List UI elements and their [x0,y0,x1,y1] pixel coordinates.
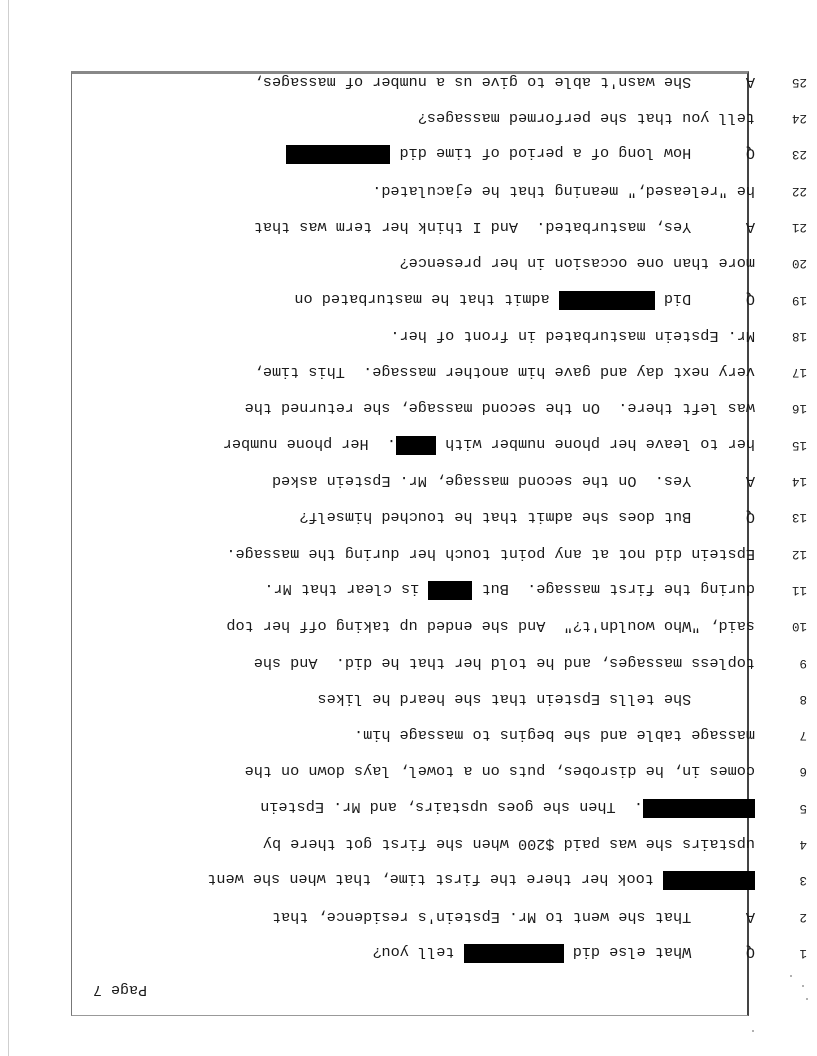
scan-speck [806,998,808,1000]
line-number: 21 [791,220,807,234]
redaction-bar [286,145,390,164]
transcript-line [226,616,807,636]
redaction-bar [396,436,436,455]
line-text: tell you? [372,943,464,961]
redaction-bar [559,291,655,310]
line-number: 3 [799,873,807,888]
line-text: he "released," meaning that he ejaculated. [372,181,755,200]
line-number: 18 [791,328,807,343]
transcript-line [299,507,807,527]
redaction-bar [464,944,564,963]
line-text: Q Did [654,289,755,308]
transcript-line [399,253,807,273]
line-text: Mr. Epstein masturbated in front of her. [390,326,755,345]
line-text: upstairs she was paid $200 when she first got there by [262,835,755,854]
line-number: 25 [791,74,807,89]
line-text: Q What else did [563,943,755,961]
transcript-line [260,797,807,818]
line-number: 8 [799,691,807,706]
scan-speck [790,975,792,977]
line-number: 14 [791,474,807,489]
line-text: very next day and gave him another massage. This time, [253,363,755,382]
transcript-line [372,943,807,963]
line-number: 20 [791,256,807,271]
line-text: A That she went to Mr. Epstein's residence, that [271,907,755,926]
line-number: 22 [791,183,807,198]
transcript-line [207,870,807,890]
line-text: . Her phone number [222,434,396,453]
line-text: was left there. On the second massage, she returned the [244,399,755,418]
transcript-line [253,217,807,237]
line-text: massage table and she begins to massage him. [353,726,755,745]
line-number: 11 [791,583,807,597]
transcript-line [271,907,807,927]
line-number: 19 [791,292,807,307]
line-number: 4 [799,837,807,852]
transcript-line [353,725,807,745]
line-text: Q How long of a period of time did [390,144,755,163]
transcript-line [253,362,807,382]
transcript-line [317,689,807,709]
line-text: admit that he masturbated on [294,289,559,308]
transcript-line [222,434,807,455]
line-text: took her there the first time, that when she went [207,870,663,889]
scan-speck [802,985,804,987]
transcript-line [390,326,807,346]
transcript-line [244,762,807,782]
page-number: Page 7 [92,981,147,998]
transcript-line [372,181,807,201]
line-number: 24 [791,111,807,126]
transcript-line [244,399,807,419]
transcript-line [271,471,807,491]
transcript-line [286,144,807,164]
transcript-line [262,834,807,854]
transcript-line [253,653,807,673]
line-number: 17 [791,365,807,380]
transcript-line [264,580,807,600]
line-text: her to leave her phone number with [436,434,755,453]
line-number: 5 [799,800,807,815]
transcript-line [417,108,807,128]
line-number: 23 [791,147,807,162]
line-number: 13 [791,510,807,525]
line-text: A Yes. On the second massage, Mr. Epstein asked [271,472,755,491]
line-number: 12 [791,546,807,561]
line-text: A Yes, masturbated. And I think her term was that [253,218,755,236]
line-text: more than one occasion in her presence? [399,254,755,273]
line-text: is clear that Mr. [264,580,429,598]
line-number: 10 [791,619,807,634]
redaction-bar [643,799,755,818]
redaction-bar [428,581,472,600]
scan-speck [752,1030,754,1032]
line-text: A She wasn't able to give us a number of massages, [253,72,755,91]
line-number: 7 [799,728,807,743]
line-number: 6 [799,764,807,779]
line-text: said, "Who wouldn't?" And she ended up taking off her top [226,617,755,636]
line-number: 1 [799,946,807,960]
line-number: 15 [791,437,807,452]
line-text: Q But does she admit that he touched himself? [299,508,755,527]
transcript-line [294,289,807,310]
line-text: tell you that she performed massages? [417,109,755,128]
transcript-line [226,544,807,564]
line-text: . Then she goes upstairs, and Mr. Epstein [260,797,643,816]
line-number: 9 [799,655,807,670]
line-text: topless massages, and he told her that he did. And she [253,653,755,672]
line-text: comes in, he disrobes, puts on a towel, lays down on the [244,762,755,781]
line-text: Epstein did not at any point touch her during the massage. [226,544,755,563]
line-number: 2 [799,909,807,924]
line-text: She tells Epstein that she heard he likes [317,689,755,708]
transcript-line [253,72,807,92]
redaction-bar [663,871,755,890]
line-text: during the first massage. But [472,580,755,598]
line-number: 16 [791,401,807,416]
